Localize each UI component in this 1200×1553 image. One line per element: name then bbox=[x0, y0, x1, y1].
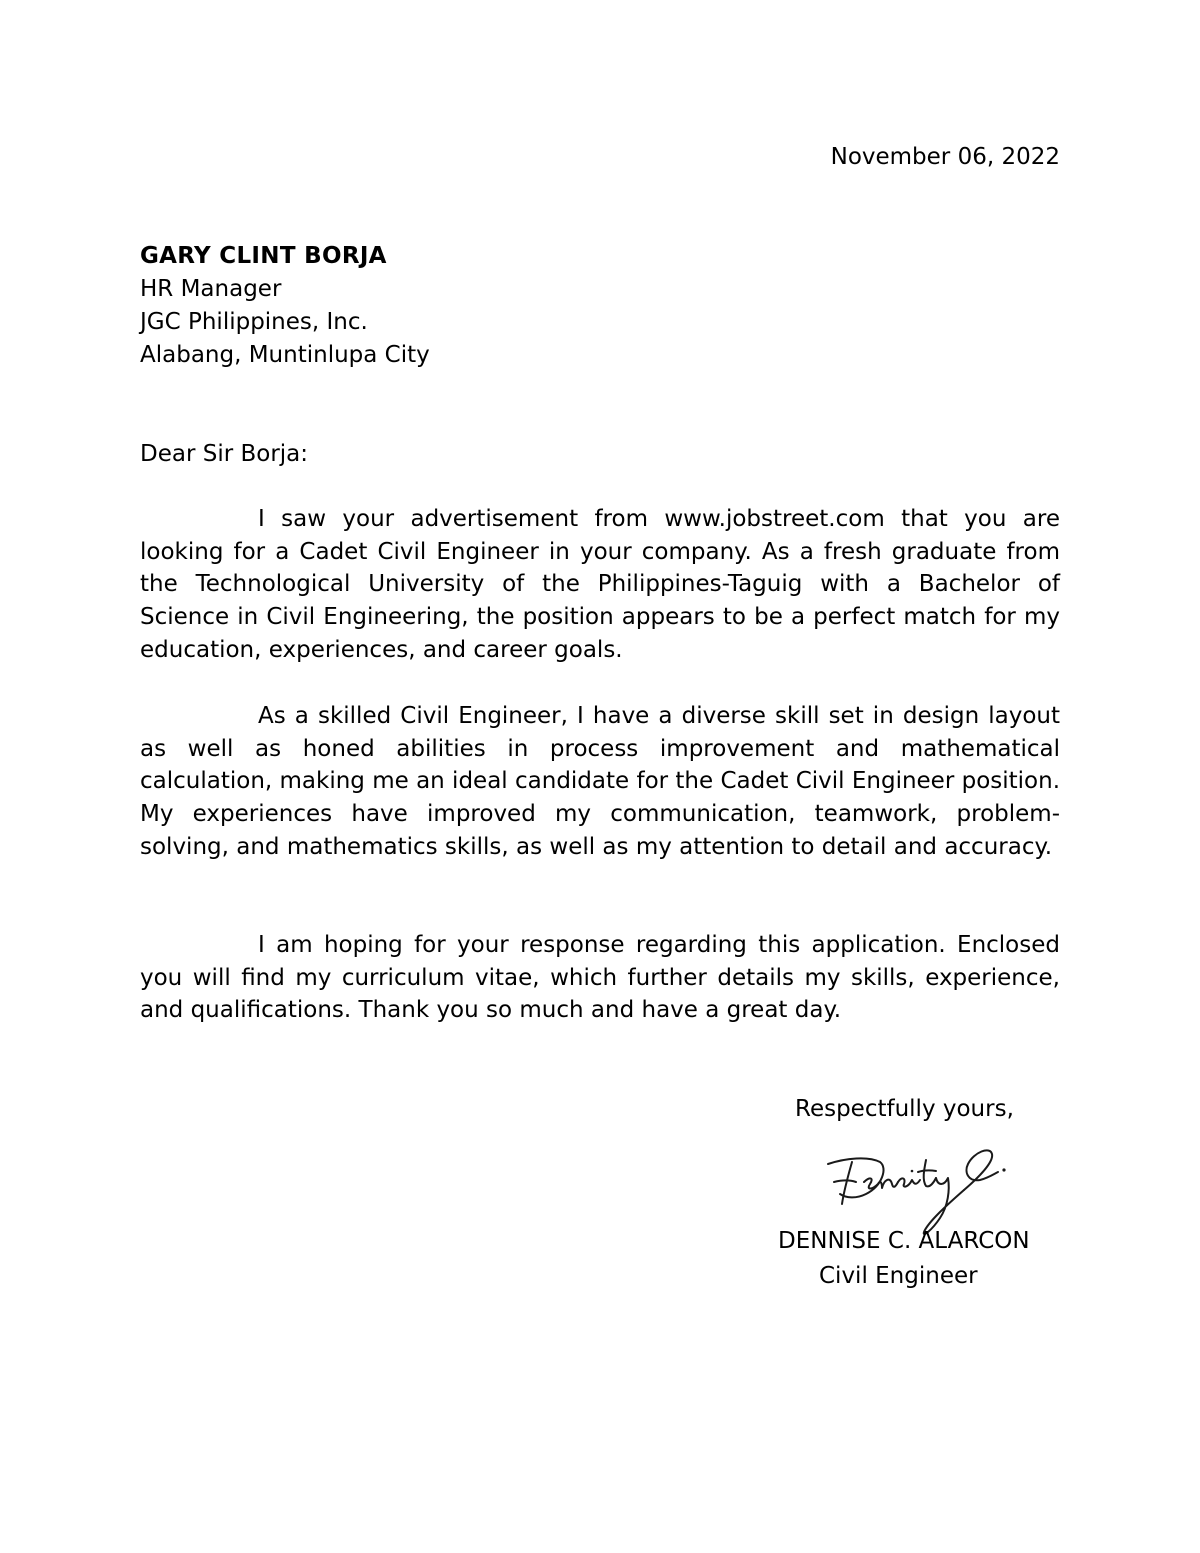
body-paragraph-2 bbox=[140, 700, 1060, 864]
body-paragraph-2-text: As a skilled Civil Engineer, I have a diverse skill set in design layout as well as honed abilities in process improvement and mathematical calculation, making me an ideal candidate for the Cadet Civil Engineer position. My experiences have improved my communication, teamwork, problem-solving, and mathematics skills, as well as my attention to detail and accuracy. bbox=[140, 703, 1061, 860]
signer-name: DENNISE C. ALARCON bbox=[778, 1228, 1030, 1254]
recipient-address: Alabang, Muntinlupa City bbox=[140, 342, 430, 368]
recipient-name: GARY CLINT BORJA bbox=[140, 243, 387, 269]
recipient-block bbox=[140, 240, 430, 372]
body-paragraph-3-text: I am hoping for your response regarding this application. Enclosed you will find my curriculum vitae, which further details my skills, experience, and qualifications. Thank you so much and have a great day. bbox=[140, 932, 1060, 1024]
salutation: Dear Sir Borja: bbox=[140, 441, 309, 467]
signer-title: Civil Engineer bbox=[819, 1263, 978, 1289]
recipient-company: JGC Philippines, Inc. bbox=[140, 309, 368, 335]
letter-date: November 06, 2022 bbox=[830, 144, 1060, 170]
body-paragraph-1-text: I saw your advertisement from www.jobstreet.com that you are looking for a Cadet Civil Engineer in your company. As a fresh graduate from the Technological University of the Philippines-Taguig with a Bachelor of Science in Civil Engineering, the position appears to be a perfect match for my education, experiences, and career goals. bbox=[140, 506, 1060, 663]
recipient-title: HR Manager bbox=[140, 276, 282, 302]
closing: Respectfully yours, bbox=[795, 1096, 1014, 1122]
body-paragraph-3 bbox=[140, 929, 1060, 1027]
body-paragraph-1 bbox=[140, 503, 1060, 667]
